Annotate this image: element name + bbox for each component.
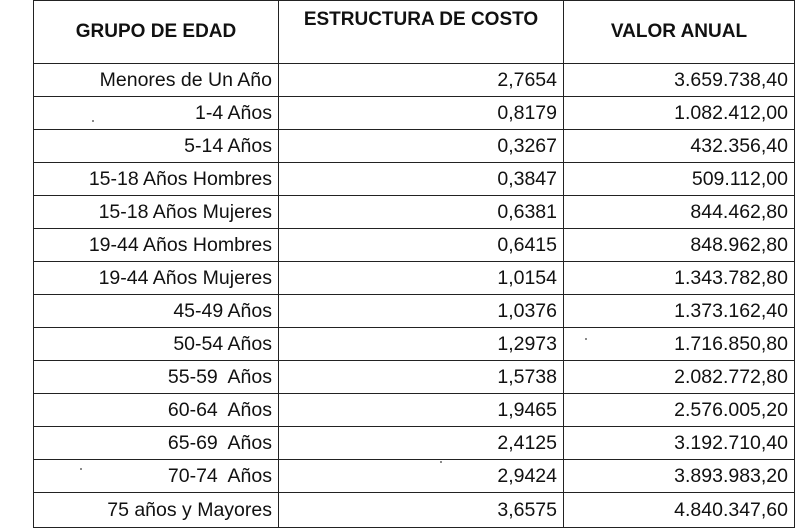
cell-group: 19-44 Años Hombres bbox=[34, 229, 279, 262]
cell-annual: 1.082.412,00 bbox=[564, 97, 795, 130]
cell-group: 15-18 Años Mujeres bbox=[34, 196, 279, 229]
cell-annual: 1.343.782,80 bbox=[564, 262, 795, 295]
cell-cost: 1,9465 bbox=[279, 394, 564, 427]
cell-group: 45-49 Años bbox=[34, 295, 279, 328]
cell-annual: 3.192.710,40 bbox=[564, 427, 795, 460]
cell-annual: 848.962,80 bbox=[564, 229, 795, 262]
cell-cost: 0,8179 bbox=[279, 97, 564, 130]
cell-group: 60-64 Años bbox=[34, 394, 279, 427]
table-row bbox=[34, 328, 795, 361]
scan-speck bbox=[440, 461, 442, 463]
header-annual: VALOR ANUAL bbox=[564, 1, 795, 64]
scan-speck bbox=[585, 338, 587, 340]
cell-group: 50-54 Años bbox=[34, 328, 279, 361]
cell-group: 75 años y Mayores bbox=[34, 493, 279, 528]
table-row bbox=[34, 97, 795, 130]
cell-annual: 3.893.983,20 bbox=[564, 460, 795, 493]
table-header-row bbox=[34, 1, 795, 64]
cell-cost: 0,3267 bbox=[279, 130, 564, 163]
cost-table-container bbox=[33, 0, 795, 528]
cell-group: 15-18 Años Hombres bbox=[34, 163, 279, 196]
cell-cost: 0,3847 bbox=[279, 163, 564, 196]
table-row bbox=[34, 196, 795, 229]
cell-annual: 432.356,40 bbox=[564, 130, 795, 163]
cell-cost: 0,6381 bbox=[279, 196, 564, 229]
table-row bbox=[34, 394, 795, 427]
cell-cost: 2,4125 bbox=[279, 427, 564, 460]
scan-speck bbox=[80, 468, 82, 470]
cell-group: 55-59 Años bbox=[34, 361, 279, 394]
table-row bbox=[34, 295, 795, 328]
cell-annual: 4.840.347,60 bbox=[564, 493, 795, 528]
cell-cost: 3,6575 bbox=[279, 493, 564, 528]
table-row bbox=[34, 229, 795, 262]
cell-annual: 1.716.850,80 bbox=[564, 328, 795, 361]
cell-annual: 3.659.738,40 bbox=[564, 64, 795, 97]
cell-group: 1-4 Años bbox=[34, 97, 279, 130]
header-group: GRUPO DE EDAD bbox=[34, 1, 279, 64]
cell-annual: 844.462,80 bbox=[564, 196, 795, 229]
cell-group: 5-14 Años bbox=[34, 130, 279, 163]
cost-structure-table bbox=[33, 0, 795, 528]
cell-cost: 1,0154 bbox=[279, 262, 564, 295]
cell-group: Menores de Un Año bbox=[34, 64, 279, 97]
table-row bbox=[34, 361, 795, 394]
cell-annual: 2.082.772,80 bbox=[564, 361, 795, 394]
cell-cost: 0,6415 bbox=[279, 229, 564, 262]
cell-group: 19-44 Años Mujeres bbox=[34, 262, 279, 295]
table-row bbox=[34, 64, 795, 97]
cell-annual: 2.576.005,20 bbox=[564, 394, 795, 427]
cell-group: 65-69 Años bbox=[34, 427, 279, 460]
table-row bbox=[34, 130, 795, 163]
table-row bbox=[34, 493, 795, 528]
scan-speck bbox=[92, 120, 94, 122]
cell-annual: 1.373.162,40 bbox=[564, 295, 795, 328]
cell-cost: 2,9424 bbox=[279, 460, 564, 493]
table-row bbox=[34, 262, 795, 295]
cell-cost: 1,5738 bbox=[279, 361, 564, 394]
cell-group: 70-74 Años bbox=[34, 460, 279, 493]
table-row bbox=[34, 460, 795, 493]
table-row bbox=[34, 427, 795, 460]
cell-cost: 1,0376 bbox=[279, 295, 564, 328]
cell-annual: 509.112,00 bbox=[564, 163, 795, 196]
table-row bbox=[34, 163, 795, 196]
cell-cost: 1,2973 bbox=[279, 328, 564, 361]
header-cost: ESTRUCTURA DE COSTO bbox=[279, 1, 564, 64]
cell-cost: 2,7654 bbox=[279, 64, 564, 97]
